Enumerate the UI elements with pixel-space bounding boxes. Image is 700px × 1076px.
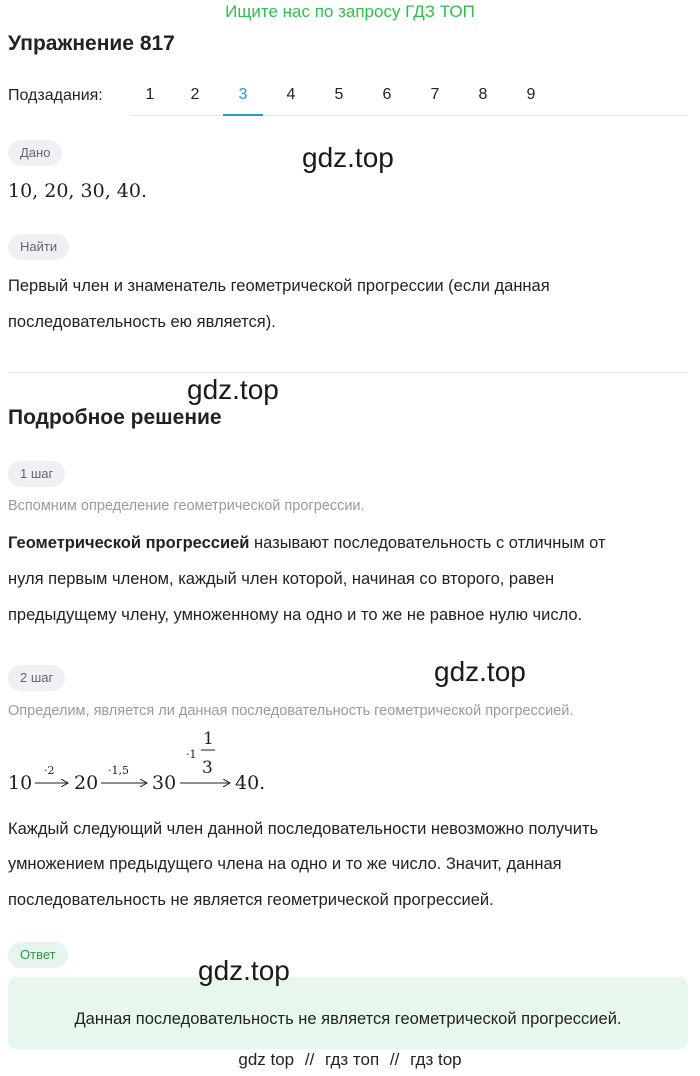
step-1-badge: 1 шаг [8, 461, 65, 487]
solution-heading: Подробное решение [8, 406, 222, 429]
find-line-1: Первый член и знаменатель геометрической прогрессии (если данная [8, 277, 550, 295]
step-1-line-3: предыдущему члену, умноженному на одно и то же не равное нулю число. [8, 606, 583, 624]
watermark: gdz.top [434, 656, 526, 687]
step-2-line-3: последовательность не является геометрической прогрессией. [8, 891, 494, 909]
chain-term-3: 30 [152, 772, 177, 794]
subtask-tab-1[interactable]: 1 [145, 86, 155, 103]
answer-box [8, 977, 688, 1049]
watermark: gdz.top [198, 955, 290, 986]
footer-separator: // [389, 1050, 400, 1069]
subtask-tab-6[interactable]: 6 [382, 86, 392, 103]
subtask-tab-4[interactable]: 4 [286, 86, 296, 103]
footer-separator: // [304, 1050, 315, 1069]
step-1-line-1 [8, 525, 606, 561]
chain-term-4: 40. [235, 772, 266, 794]
chain-multiplier-3-den: 3 [202, 758, 213, 778]
chain-multiplier-1: ·2 [44, 764, 55, 777]
answer-text: Данная последовательность не является геометрической прогрессией. [74, 1010, 622, 1028]
step-2-badge: 2 шаг [8, 665, 65, 691]
multiplication-chain [0, 722, 300, 802]
chain-multiplier-2: ·1,5 [108, 764, 129, 777]
step-1-line-1-rest: называют последовательность с отличным от [249, 534, 606, 552]
subtask-tab-5[interactable]: 5 [334, 86, 344, 103]
step-1-line-2: нуля первым членом, каждый член которой, начиная со второго, равен [8, 570, 555, 588]
given-badge: Дано [8, 140, 62, 166]
subtask-tab-3[interactable]: 3 [223, 74, 263, 116]
subtask-tab-9[interactable]: 9 [526, 86, 536, 103]
given-sequence: 10, 20, 30, 40. [8, 180, 147, 202]
step-2-hint: Определим, является ли данная последовательность геометрической прогрессией. [8, 703, 574, 719]
subtask-tab-2[interactable]: 2 [190, 86, 200, 103]
term-bold: Геометрической прогрессией [8, 534, 250, 552]
subtasks-tabs [130, 74, 688, 116]
chain-term-2: 20 [74, 772, 99, 794]
footer-link-1[interactable]: gdz top [238, 1050, 295, 1069]
step-1-hint: Вспомним определение геометрической прогрессии. [8, 498, 365, 514]
chain-multiplier-3-prefix: ·1 [186, 748, 197, 761]
footer [0, 1050, 700, 1070]
step-2-line-2: умножением предыдущего члена на одно и то же число. Значит, данная [8, 855, 562, 873]
chain-term-1: 10 [8, 772, 33, 794]
promo-banner: Ищите нас по запросу ГДЗ ТОП [225, 2, 475, 21]
footer-link-2[interactable]: гдз топ [325, 1050, 380, 1069]
subtask-tab-7[interactable]: 7 [430, 86, 440, 103]
page-title: Упражнение 817 [8, 32, 175, 55]
footer-link-3[interactable]: гдз top [410, 1050, 462, 1069]
subtasks-label: Подзадания: [8, 87, 103, 104]
watermark: gdz.top [187, 374, 279, 405]
subtask-tab-8[interactable]: 8 [478, 86, 488, 103]
watermark: gdz.top [302, 142, 394, 173]
find-line-2: последовательность ею является). [8, 313, 276, 331]
answer-badge: Ответ [8, 942, 68, 968]
find-badge: Найти [8, 234, 69, 260]
step-2-line-1: Каждый следующий член данной последовательности невозможно получить [8, 820, 599, 838]
section-divider [8, 372, 688, 373]
chain-multiplier-3-num: 1 [203, 729, 214, 749]
